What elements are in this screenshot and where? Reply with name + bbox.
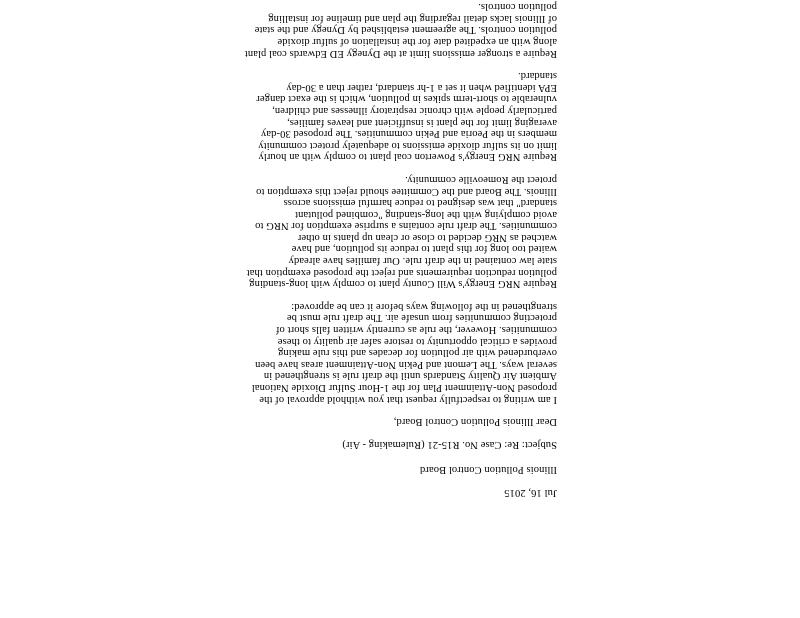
letter-paragraph	[137, 1, 557, 59]
letter-body	[137, 0, 557, 498]
paragraph-line: I am writing to respectfully request that you withhold approval of the	[259, 393, 557, 405]
paragraph-line: Illinois. The Board and the Committee should reject this exemption to	[256, 185, 557, 197]
letter-recipient: Illinois Pollution Control Board	[419, 464, 557, 476]
paragraph-line: members in the Peoria and Pekin communities. The proposed 30-day	[260, 128, 557, 140]
paragraph-line: Ambient Air Quality Standards until the draft rule is strengthened in	[263, 370, 557, 382]
paragraph-line: pollution reduction requirements and reject the proposed exemption that	[246, 266, 557, 278]
paragraph-line: particularly people with chronic respiratory illnesses and children,	[272, 104, 557, 116]
paragraph-line: several ways. The Lemont and Pekin Non-Attainment areas have been	[255, 358, 557, 370]
paragraph-line: overburdened with air pollution for decades and this rule making	[277, 347, 557, 359]
paragraph-line: waited too long for this plant to reduce its pollution, and have	[291, 243, 557, 255]
paragraph-line: averaging limit for the plant is insufficient and leaves families,	[287, 116, 557, 128]
paragraph-line: Require NRG Energy's Will County plant to comply with long-standing	[249, 278, 557, 290]
paragraph-line: standard.	[517, 70, 557, 82]
letter-paragraph	[137, 300, 557, 404]
letter-paragraph	[137, 173, 557, 289]
paragraph-line: strengthened in the following ways before it can be approved:	[291, 300, 557, 312]
paragraph-line: Require NRG Energy's Powerton coal plant to comply with an hourly	[258, 151, 557, 163]
paragraph-line: watched as NRG decided to close or clean up plants in other	[297, 231, 557, 243]
paragraph-line: protect the Romeoville community.	[405, 173, 557, 185]
paragraph-line: pollution controls.	[478, 1, 557, 13]
paragraph-line: provides a critical opportunity to restore safer air quality to these	[277, 335, 557, 347]
paragraph-line: along with an expedited date for the installation of sulfur dioxide	[277, 36, 557, 47]
paragraph-line: protecting communities from unsafe air. The draft rule must be	[286, 312, 557, 324]
paragraph-line: of Illinois lacks detail regarding the plan and timeline for installing	[268, 12, 557, 24]
paragraph-line: avoid complying with the long-standing "combined pollutant	[294, 208, 557, 220]
letter-salutation: Dear Illinois Pollution Control Board,	[393, 416, 557, 428]
paragraph-line: limit on its sulfur dioxide emissions to adequately protect community	[258, 139, 557, 151]
letter-paragraphs	[137, 0, 557, 405]
paragraph-line: EPA identified when it set a 1-hr standard, rather than a 30-day	[286, 81, 557, 93]
letter-subject: Subject: Re: Case No. R15-21 (Rulemaking - Air)	[342, 438, 557, 450]
paragraph-line: proposed Non-Attainment Plan for the 1-Hour Sulfur Dioxide National	[251, 382, 557, 394]
paragraph-line: Require a stronger emissions limit at the Dynegy ED Edwards coal plant	[244, 47, 557, 59]
paragraph-line: vulnerable to short-term spikes in pollution, which is the exact danger	[256, 93, 557, 105]
letter-date: Jul 16, 2015	[504, 487, 557, 498]
paragraph-line: communities. The draft rule contains a surprise exemption for NRG to	[255, 220, 557, 232]
paragraph-line: communities. However, the rule as currently written falls short of	[275, 324, 557, 336]
paragraph-line: pollution controls. The agreement established by Dynegy and the state	[254, 24, 557, 36]
paragraph-line: standard" that was designed to reduce harmful emissions across	[283, 197, 557, 209]
letter-paragraph	[137, 70, 557, 163]
paragraph-line: state law contained in the draft rule. Our families have already	[288, 255, 557, 267]
